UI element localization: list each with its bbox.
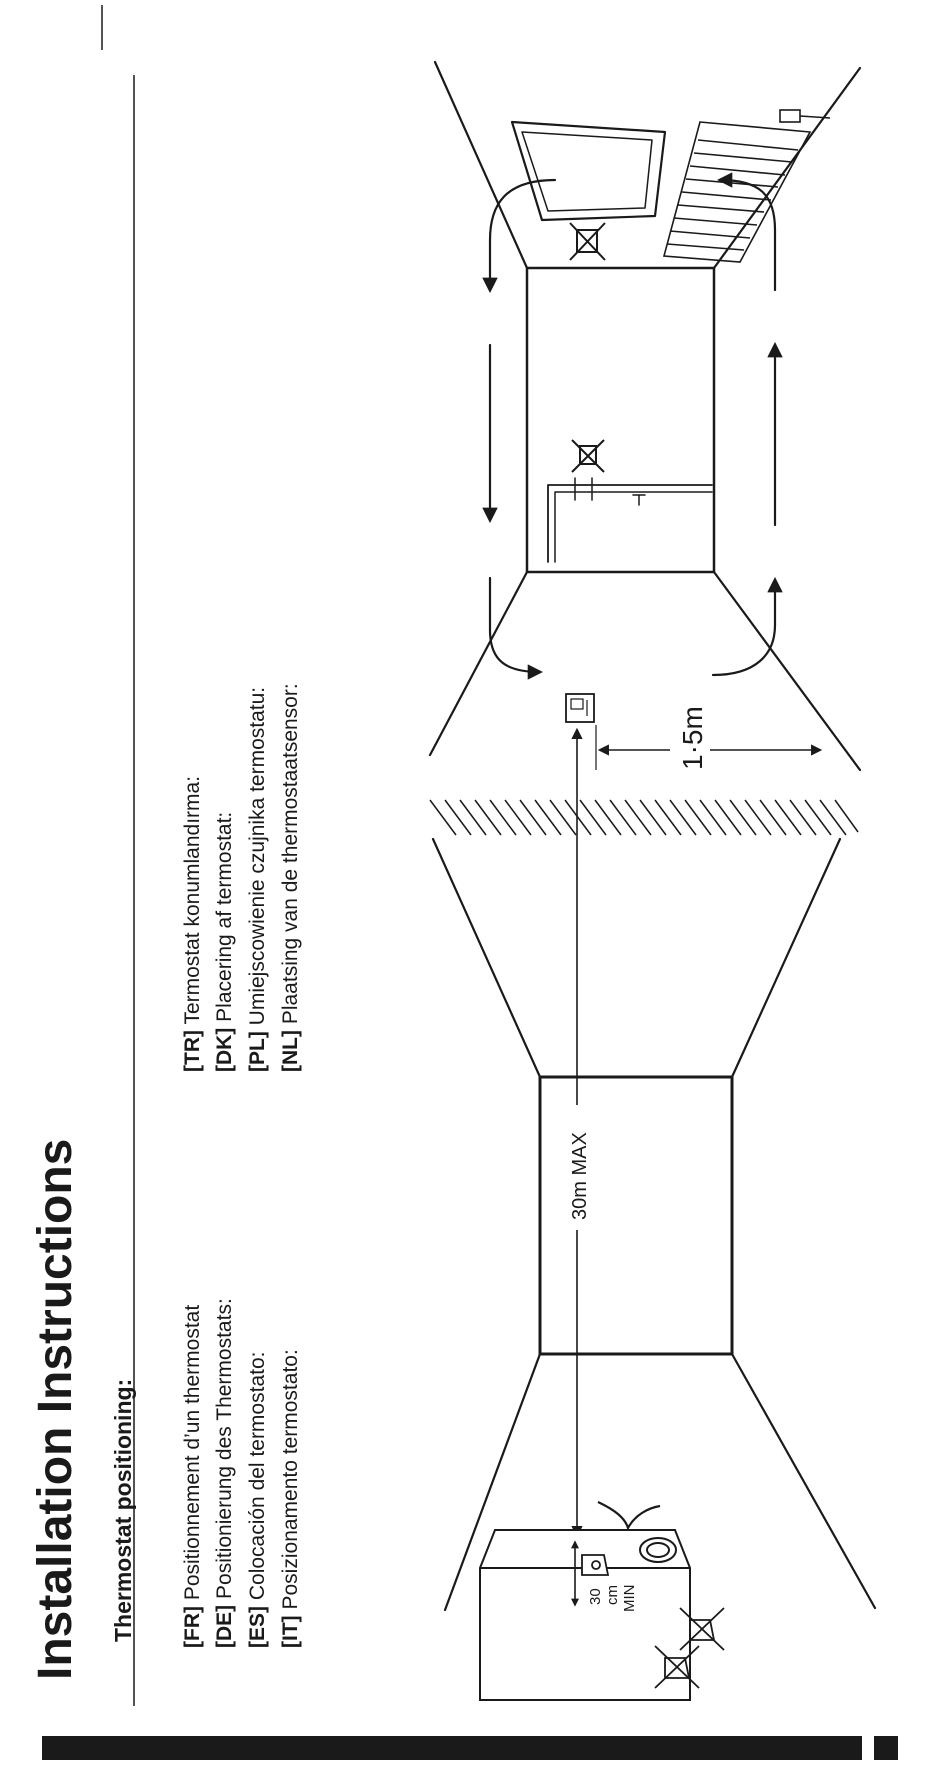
min-distance-value: 30 (587, 1588, 604, 1605)
wall-edge (433, 839, 540, 1077)
min-distance-unit: cm (604, 1585, 621, 1605)
wall-edge (435, 62, 527, 268)
language-text: Colocación del termostato: (246, 1351, 269, 1601)
language-code: [ES] (246, 1606, 269, 1648)
airflow-arrow (490, 180, 555, 290)
wall-edge (714, 572, 860, 770)
language-text: Umiejscowienie czujnika termostatu: (246, 686, 269, 1026)
language-code: [DK] (213, 1027, 236, 1072)
radiator (664, 110, 830, 262)
footer-square (874, 1736, 898, 1760)
min-distance-label: MIN (621, 1584, 638, 1612)
language-text: Placering af termostat: (213, 811, 236, 1022)
thermostat-icon (582, 1555, 608, 1575)
max-distance-label: 30m MAX (569, 1132, 591, 1220)
door-inner (555, 492, 712, 562)
language-text: Positionnement d’un thermostat (181, 1304, 204, 1601)
airflow-arrow (713, 580, 775, 675)
language-code: [FR] (181, 1606, 204, 1648)
language-text: Positionierung des Thermostats: (213, 1298, 236, 1599)
wall-edge (430, 572, 527, 755)
language-text: Plaatsing van de thermostaatsensor: (279, 683, 302, 1025)
door (548, 485, 712, 562)
window-inner (522, 132, 652, 211)
height-label: 1·5m (677, 706, 708, 770)
footer-bar (42, 1736, 862, 1760)
language-code: [IT] (279, 1615, 302, 1648)
language-code: [DE] (213, 1604, 236, 1648)
language-text: Posizionamento termostato: (279, 1349, 302, 1610)
language-code: [TR] (181, 1030, 204, 1072)
language-text: Termostat konumlandırma: (181, 775, 204, 1025)
wall-edge (732, 839, 840, 1077)
airflow-arrow (490, 578, 540, 672)
wall-edge (732, 1354, 875, 1608)
checkmark-icon (598, 1502, 660, 1528)
crossed-out-thermostat-icon (572, 440, 604, 472)
crossed-out-thermostat-icon (570, 223, 605, 260)
page-title: Installation Instructions (29, 1138, 82, 1680)
floor-hatch (430, 800, 858, 835)
section-subtitle: Thermostat positioning: (110, 1378, 136, 1642)
thermostat-icon (566, 694, 594, 722)
language-code: [PL] (246, 1031, 269, 1072)
language-code: [NL] (279, 1030, 302, 1072)
wall-edge (714, 68, 860, 268)
